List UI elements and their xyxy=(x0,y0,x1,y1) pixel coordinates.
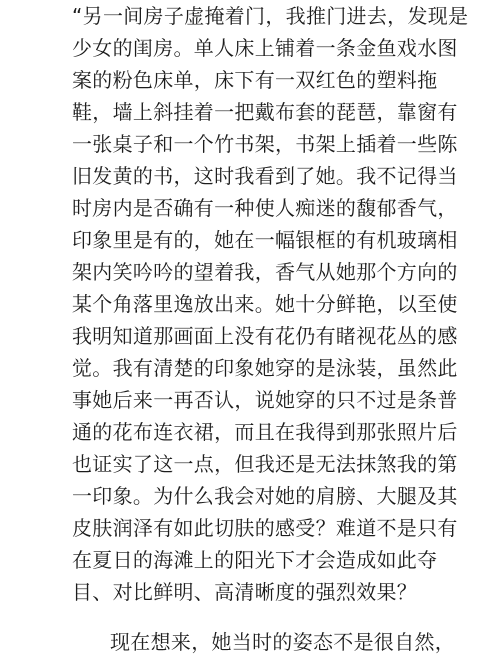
paragraph-line: 旧发黄的书，这时我看到了她。我不记得当 xyxy=(72,164,458,188)
paragraph-line: 事她后来一再否认，说她穿的只不过是条普 xyxy=(72,388,458,412)
paragraph-line: 目、对比鲜明、高清晰度的强烈效果？ xyxy=(72,580,418,604)
paragraph-line: “另一间房子虚掩着门，我推门进去，发现是 xyxy=(72,4,469,28)
paragraph-line: 我明知道那画面上没有花仍有睹视花丛的感 xyxy=(72,324,458,348)
paragraph-line: 在夏日的海滩上的阳光下才会造成如此夺 xyxy=(72,548,438,572)
paragraph-line: 一印象。为什么我会对她的肩膀、大腿及其 xyxy=(72,484,458,508)
paragraph-line: 鞋，墙上斜挂着一把戴布套的琵琶，靠窗有 xyxy=(72,100,458,124)
paragraph-line-indented: 现在想来，她当时的姿态不是很自然， xyxy=(110,630,456,654)
paragraph-line: 觉。我有清楚的印象她穿的是泳装，虽然此 xyxy=(72,356,458,380)
paragraph-line: 案的粉色床单，床下有一双红色的塑料拖 xyxy=(72,68,438,92)
paragraph-line: 一张桌子和一个竹书架，书架上插着一些陈 xyxy=(72,132,458,156)
paragraph-line: 少女的闺房。单人床上铺着一条金鱼戏水图 xyxy=(72,36,458,60)
paragraph-line: 时房内是否确有一种使人痴迷的馥郁香气， xyxy=(72,196,458,220)
paragraph-line: 通的花布连衣裙，而且在我得到那张照片后 xyxy=(72,420,458,444)
paragraph-line: 某个角落里逸放出来。她十分鲜艳，以至使 xyxy=(72,292,458,316)
paragraph-line: 也证实了这一点，但我还是无法抹煞我的第 xyxy=(72,452,458,476)
paragraph-line: 皮肤润泽有如此切肤的感受？难道不是只有 xyxy=(72,516,458,540)
paragraph-line: 印象里是有的，她在一幅银框的有机玻璃相 xyxy=(72,228,458,252)
paragraph-line: 架内笑吟吟的望着我，香气从她那个方向的 xyxy=(72,260,458,284)
